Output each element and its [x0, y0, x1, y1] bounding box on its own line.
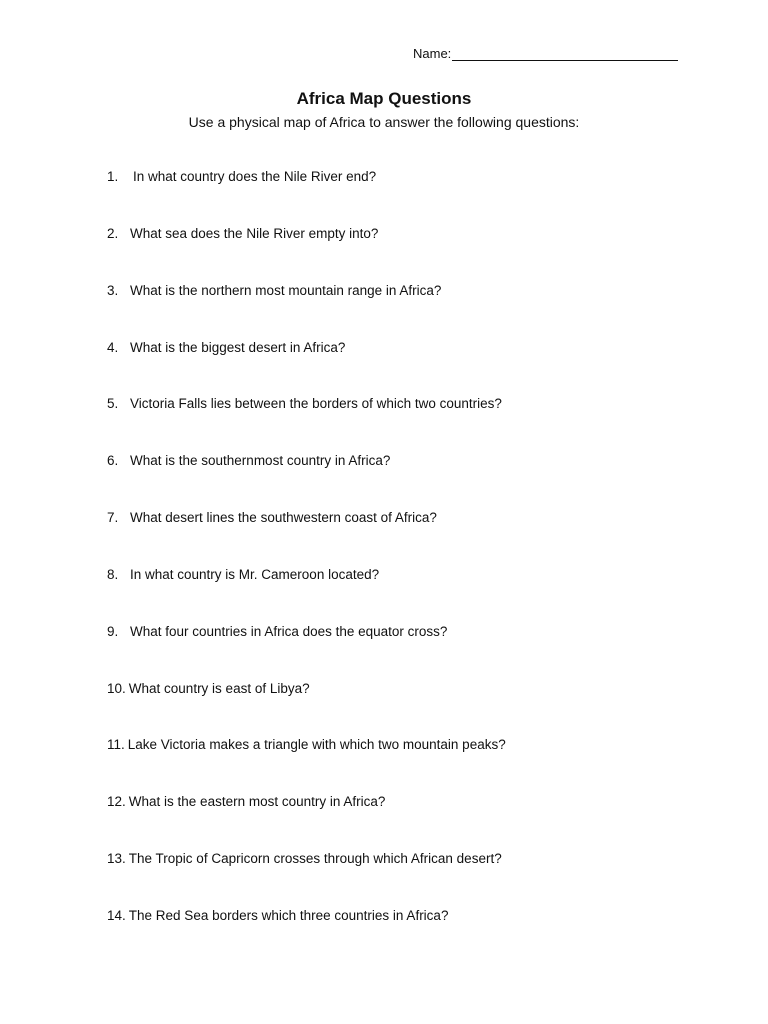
name-label: Name:	[413, 46, 452, 61]
question-item	[107, 566, 707, 623]
question-number: 9.	[107, 623, 119, 639]
question-text: In what country is Mr. Cameroon located?	[130, 566, 380, 582]
question-item	[107, 339, 707, 396]
question-text: What is the northern most mountain range in Africa?	[130, 282, 442, 298]
name-field	[413, 46, 678, 61]
question-number: 3.	[107, 282, 119, 298]
question-number: 14.	[107, 907, 126, 923]
question-number: 11.	[107, 737, 125, 753]
question-number: 10.	[107, 680, 126, 696]
question-item	[107, 509, 707, 566]
question-text: The Red Sea borders which three countries in Africa?	[128, 907, 449, 923]
question-text: In what country does the Nile River end?	[133, 169, 377, 184]
page-subtitle: Use a physical map of Africa to answer the following questions:	[188, 114, 580, 130]
question-text: What is the southernmost country in Africa?	[130, 453, 391, 469]
question-number: 6.	[107, 453, 119, 469]
question-text: What desert lines the southwestern coast of Africa?	[130, 510, 437, 526]
question-item	[107, 736, 707, 793]
question-number: 7.	[107, 510, 119, 526]
question-number: 5.	[107, 396, 119, 412]
question-text: What sea does the Nile River empty into?	[130, 225, 379, 241]
question-item	[107, 168, 707, 225]
question-text: Lake Victoria makes a triangle with which two mountain peaks?	[127, 737, 506, 753]
question-list	[107, 168, 707, 964]
question-text: What is the eastern most country in Africa?	[128, 794, 386, 810]
question-item	[107, 282, 707, 339]
question-item	[107, 793, 707, 850]
question-item	[107, 452, 707, 509]
question-number: 12.	[107, 794, 126, 810]
question-number: 8.	[107, 566, 119, 582]
question-item	[107, 395, 707, 452]
question-item	[107, 907, 707, 964]
question-number: 13.	[107, 851, 126, 867]
question-number: 4.	[107, 339, 119, 355]
name-blank-line	[452, 46, 678, 61]
question-text: What country is east of Libya?	[128, 680, 310, 696]
page-title: Africa Map Questions	[296, 89, 472, 108]
question-text: The Tropic of Capricorn crosses through which African desert?	[128, 851, 502, 867]
question-number: 1.	[107, 169, 119, 184]
question-item	[107, 225, 707, 282]
question-item	[107, 623, 707, 680]
question-text: What is the biggest desert in Africa?	[130, 339, 346, 355]
question-number: 2.	[107, 225, 119, 241]
question-item	[107, 680, 707, 737]
question-text: What four countries in Africa does the equator cross?	[130, 623, 448, 639]
question-text: Victoria Falls lies between the borders of which two countries?	[130, 396, 502, 412]
question-item	[107, 850, 707, 907]
